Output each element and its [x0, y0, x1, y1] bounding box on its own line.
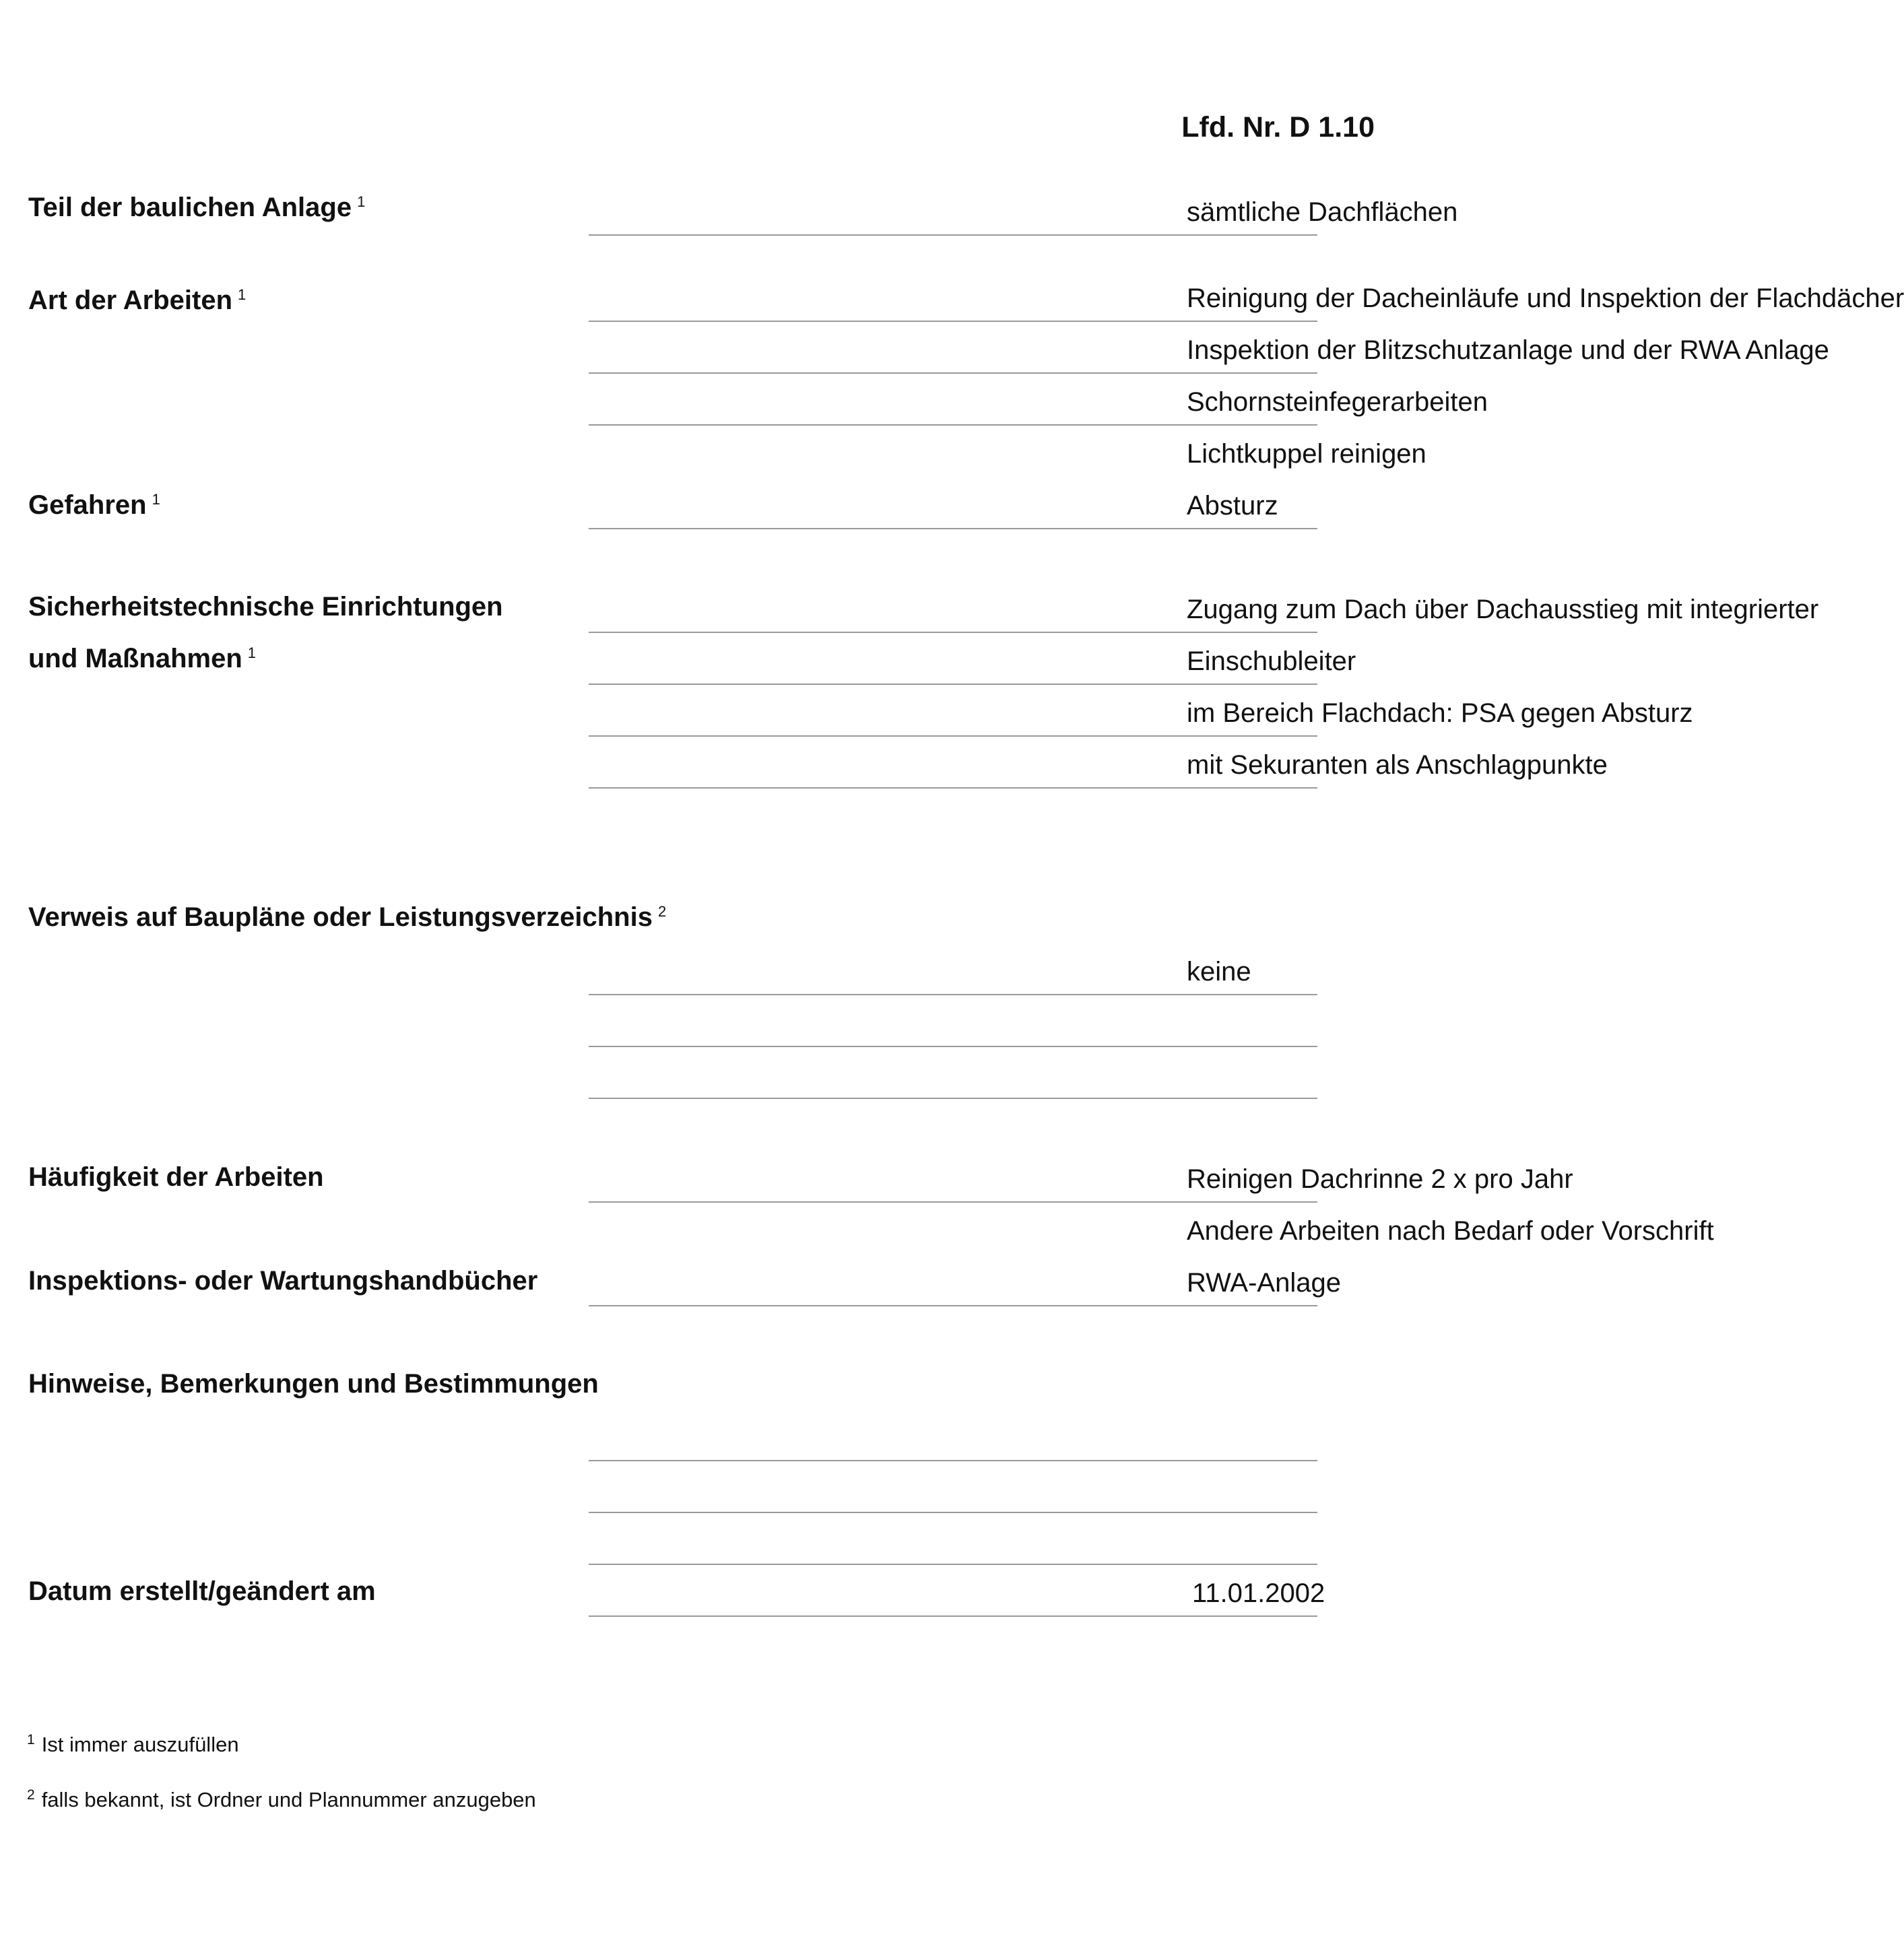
- value-sicherheit-1: Zugang zum Dach über Dachausstieg mit integrierter: [1187, 595, 1819, 624]
- label-hinweise-bemerkungen: Hinweise, Bemerkungen und Bestimmungen: [28, 1369, 599, 1399]
- value-line-datum: [589, 1564, 1325, 1617]
- value-line-hinweise-1: [589, 1409, 1317, 1461]
- value-line-art-4: [589, 425, 1426, 476]
- value-line-sicherheit-4: [589, 736, 1608, 789]
- value-teil: sämtliche Dachflächen: [1187, 197, 1458, 227]
- value-line-sicherheit-1: [589, 580, 1819, 633]
- label-text: und Maßnahmen: [28, 644, 242, 673]
- value-sicherheit-2: Einschubleiter: [1187, 646, 1356, 676]
- label-text: Teil der baulichen Anlage: [28, 193, 352, 222]
- value-haeufigkeit-1: Reinigen Dachrinne 2 x pro Jahr: [1187, 1164, 1573, 1194]
- value-sicherheit-4: mit Sekuranten als Anschlagpunkte: [1187, 750, 1608, 780]
- value-gefahren: Absturz: [1187, 491, 1278, 521]
- footnote-2: [27, 1788, 536, 1812]
- label-sicherheitstechnische-einrichtungen: Sicherheitstechnische Einrichtungen: [28, 592, 503, 622]
- footnote-mark: 1: [247, 644, 257, 661]
- label-text: Verweis auf Baupläne oder Leistungsverzeichnis: [28, 902, 653, 932]
- label-teil-der-baulichen-anlage: [28, 193, 365, 223]
- value-sicherheit-3: im Bereich Flachdach: PSA gegen Absturz: [1187, 698, 1693, 728]
- value-haeufigkeit-2: Andere Arbeiten nach Bedarf oder Vorschrift: [1187, 1216, 1714, 1246]
- value-art-2: Inspektion der Blitzschutzanlage und der RWA Anlage: [1187, 335, 1829, 365]
- footnote-2-mark: 2: [27, 1787, 35, 1803]
- value-line-sicherheit-2: [589, 632, 1356, 685]
- value-line-teil: [589, 183, 1458, 236]
- value-line-verweis-2: [589, 995, 1317, 1047]
- label-haeufigkeit-der-arbeiten: Häufigkeit der Arbeiten: [28, 1162, 324, 1192]
- value-line-verweis-3: [589, 1046, 1317, 1099]
- value-datum: 11.01.2002: [1192, 1578, 1325, 1608]
- label-und-massnahmen: [28, 644, 256, 674]
- value-line-handbuecher: [589, 1254, 1341, 1306]
- label-art-der-arbeiten: [28, 286, 246, 316]
- value-line-haeufigkeit-1: [589, 1150, 1573, 1203]
- value-line-hinweise-2: [589, 1461, 1317, 1513]
- value-handbuecher: RWA-Anlage: [1187, 1268, 1341, 1298]
- value-art-4: Lichtkuppel reinigen: [1187, 439, 1426, 469]
- value-line-gefahren: [589, 477, 1317, 529]
- value-line-art-2: [589, 321, 1829, 374]
- label-text: Gefahren: [28, 490, 147, 520]
- footnote-mark: 1: [152, 490, 160, 508]
- value-line-haeufigkeit-2: [589, 1202, 1714, 1253]
- document-reference-number: Lfd. Nr. D 1.10: [1181, 111, 1375, 143]
- value-art-3: Schornsteinfegerarbeiten: [1187, 387, 1488, 417]
- footnote-2-text: falls bekannt, ist Ordner und Plannummer anzugeben: [41, 1788, 536, 1811]
- value-line-art-1: [589, 269, 1904, 322]
- footnote-mark: 1: [238, 286, 247, 303]
- value-verweis-1: keine: [1187, 957, 1251, 987]
- label-inspektions-wartungshandbuecher: Inspektions- oder Wartungshandbücher: [28, 1266, 538, 1296]
- value-line-art-3: [589, 373, 1488, 426]
- label-text: Art der Arbeiten: [28, 286, 233, 315]
- value-line-sicherheit-3: [589, 684, 1693, 737]
- footnote-mark: 1: [357, 193, 366, 210]
- footnote-1: [27, 1733, 239, 1757]
- footnote-mark: 2: [657, 902, 667, 920]
- value-art-1: Reinigung der Dacheinläufe und Inspektion der Flachdächer: [1187, 284, 1904, 313]
- footnote-1-text: Ist immer auszufüllen: [41, 1733, 239, 1756]
- label-datum-erstellt: Datum erstellt/geändert am: [28, 1576, 376, 1606]
- value-line-verweis-1: [589, 943, 1317, 995]
- label-verweis-auf-bauplaene: [28, 902, 666, 933]
- footnote-1-mark: 1: [27, 1731, 35, 1747]
- label-gefahren: [28, 490, 160, 521]
- value-line-hinweise-3: [589, 1512, 1317, 1565]
